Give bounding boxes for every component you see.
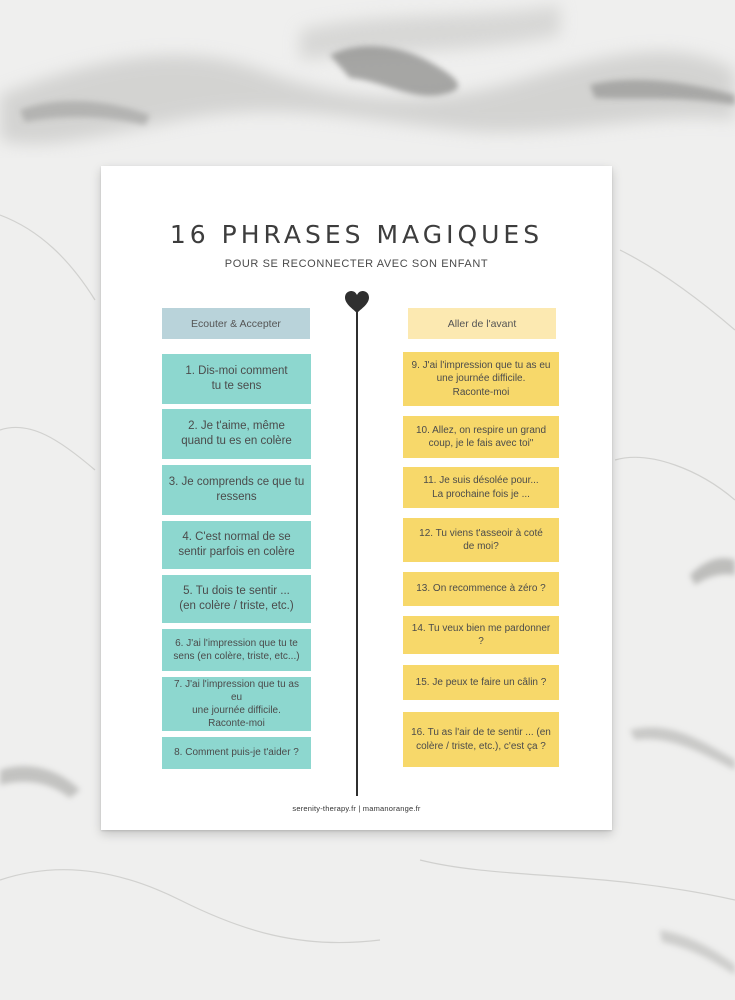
phrase-card-7: 7. J'ai l'impression que tu as eu une journée difficile. Raconte-moi: [162, 677, 311, 731]
phrase-card-12: 12. Tu viens t'asseoir à coté de moi?: [403, 518, 559, 562]
heart-icon: [344, 290, 370, 314]
footer-credits: serenity-therapy.fr | mamanorange.fr: [292, 804, 421, 813]
phrase-card-4: 4. C'est normal de se sentir parfois en colère: [162, 521, 311, 569]
poster-title: 16 PHRASES MAGIQUES: [169, 220, 544, 249]
phrase-card-2: 2. Je t'aime, même quand tu es en colère: [162, 409, 311, 459]
poster: [101, 166, 612, 830]
phrase-card-15: 15. Je peux te faire un câlin ?: [403, 665, 559, 700]
poster-subtitle: POUR SE RECONNECTER AVEC SON ENFANT: [224, 258, 489, 270]
phrase-card-11: 11. Je suis désolée pour... La prochaine fois je ...: [403, 467, 559, 508]
timeline-line: [356, 312, 358, 796]
phrase-card-3: 3. Je comprends ce que tu ressens: [162, 465, 311, 515]
phrase-card-10: 10. Allez, on respire un grand coup, je le fais avec toi": [403, 416, 559, 458]
left-column-heading: Ecouter & Accepter: [162, 308, 310, 339]
right-column-heading: Aller de l'avant: [408, 308, 556, 339]
phrase-card-6: 6. J'ai l'impression que tu te sens (en colère, triste, etc...): [162, 629, 311, 671]
phrase-card-1: 1. Dis-moi comment tu te sens: [162, 354, 311, 404]
phrase-card-13: 13. On recommence à zéro ?: [403, 572, 559, 606]
phrase-card-5: 5. Tu dois te sentir ... (en colère / triste, etc.): [162, 575, 311, 623]
phrase-card-16: 16. Tu as l'air de te sentir ... (en colère / triste, etc.), c'est ça ?: [403, 712, 559, 767]
phrase-card-8: 8. Comment puis-je t'aider ?: [162, 737, 311, 769]
phrase-card-9: 9. J'ai l'impression que tu as eu une journée difficile. Raconte-moi: [403, 352, 559, 406]
phrase-card-14: 14. Tu veux bien me pardonner ?: [403, 616, 559, 654]
